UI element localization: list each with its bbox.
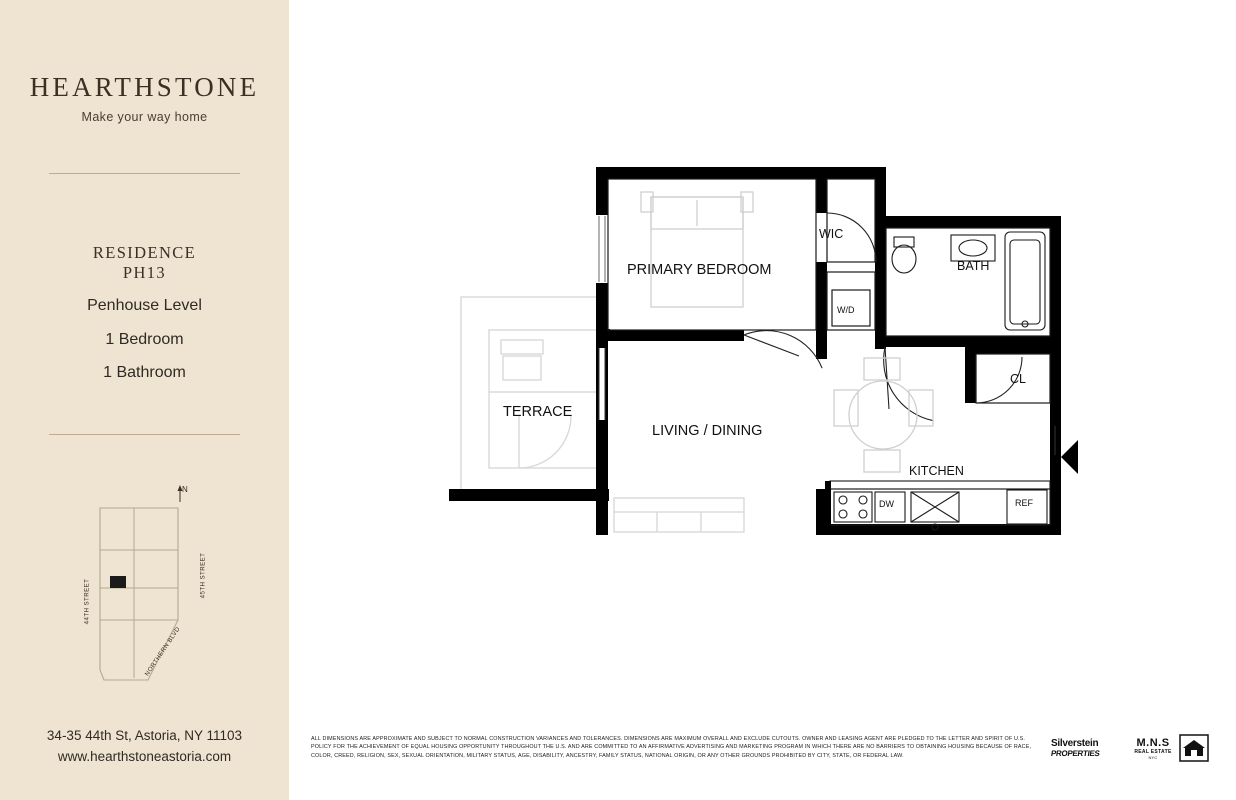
divider-top bbox=[49, 173, 240, 174]
contact-website[interactable]: www.hearthstoneastoria.com bbox=[57, 749, 232, 764]
residence-bathrooms: 1 Bathroom bbox=[103, 364, 186, 381]
room-label-bath: BATH bbox=[957, 259, 990, 273]
divider-bottom bbox=[49, 434, 240, 435]
contact-address: 34-35 44th St, Astoria, NY 11103 bbox=[46, 728, 243, 743]
mns-logo-line3: NYC bbox=[1148, 755, 1158, 760]
walls bbox=[449, 167, 1061, 535]
room-label-closet: CL bbox=[1010, 372, 1026, 386]
sidebar bbox=[0, 0, 289, 800]
terrace-area bbox=[461, 297, 601, 497]
room-label-living-dining: LIVING / DINING bbox=[652, 423, 763, 439]
equal-housing-opportunity-icon bbox=[1179, 734, 1209, 762]
residence-level: Penhouse Level bbox=[87, 297, 202, 314]
key-plan bbox=[70, 480, 220, 705]
room-label-kitchen: KITCHEN bbox=[909, 464, 964, 478]
floor-plan-drawing bbox=[289, 0, 1236, 800]
key-plan-street-44: 44TH STREET bbox=[83, 578, 91, 625]
key-plan-street-45: 45TH STREET bbox=[199, 552, 207, 599]
kitchen-wall bbox=[825, 481, 831, 535]
mns-logo-line2: REAL ESTATE bbox=[1134, 749, 1172, 755]
residence-number: PH13 bbox=[122, 263, 167, 282]
mns-logo-line1: M.N.S bbox=[1136, 737, 1170, 749]
brand-title: HEARTHSTONE bbox=[29, 72, 260, 102]
floor-plan bbox=[289, 0, 1236, 800]
key-plan-boulevard: NORTHERN BLVD bbox=[143, 625, 182, 678]
living-furniture bbox=[614, 498, 744, 532]
room-label-primary-bedroom: PRIMARY BEDROOM bbox=[627, 262, 772, 278]
residence-label: RESIDENCE bbox=[92, 243, 197, 262]
room-label-terrace: TERRACE bbox=[503, 404, 573, 420]
entry-arrow-icon bbox=[1061, 440, 1078, 474]
legal-disclaimer: ALL DIMENSIONS ARE APPROXIMATE AND SUBJECT TO NORMAL CONSTRUCTION VARIANCES AND TOLERANCES. DIMENSIONS ARE MAXIMUM OVERALL AND EXCLUDE CUTOUTS. OWNER AND LEASING AGENT ARE PLEDGED TO THE LETTER AND SPIRIT OF U.S. POLICY FOR THE ACHIEVEMENT OF EQUAL HOUSING OPPORTUNITY THROUGHOUT THE U.S. AND ARE COMMITTED TO AN AFFIRMATIVE ADVERTISING AND MARKETING PROGRAM IN WHICH THERE ARE NO BARRIERS TO OBTAINING HOUSING BECAUSE OF RACE, COLOR, CREED, RELIGION, SEX, SEXUAL ORIENTATION, MILITARY STATUS, AGE, DISABILITY, ANCESTRY, FAMILY STATUS, NATIONAL ORIGIN, OR ANY OTHER GROUNDS PROHIBITED BY CITY, STATE, OR FEDERAL LAW. bbox=[311, 736, 1032, 759]
silverstein-logo-line2: PROPERTIES bbox=[1050, 749, 1101, 758]
mns-real-estate-logo bbox=[1124, 737, 1182, 760]
bedroom-furniture bbox=[641, 192, 753, 307]
room-label-refrigerator: REF bbox=[1015, 498, 1033, 508]
room-label-washer-dryer: W/D bbox=[837, 305, 855, 315]
room-label-dishwasher: DW bbox=[879, 499, 894, 509]
room-label-wic: WIC bbox=[819, 227, 844, 241]
residence-bedrooms: 1 Bedroom bbox=[105, 331, 184, 348]
dining-furniture bbox=[834, 358, 933, 472]
silverstein-properties-logo bbox=[1051, 738, 1113, 760]
bath-fixtures bbox=[892, 232, 1045, 330]
key-plan-north-label: N bbox=[182, 485, 188, 494]
brand-tagline: Make your way home bbox=[81, 110, 208, 124]
silverstein-logo-line1: Silverstein bbox=[1051, 738, 1099, 749]
